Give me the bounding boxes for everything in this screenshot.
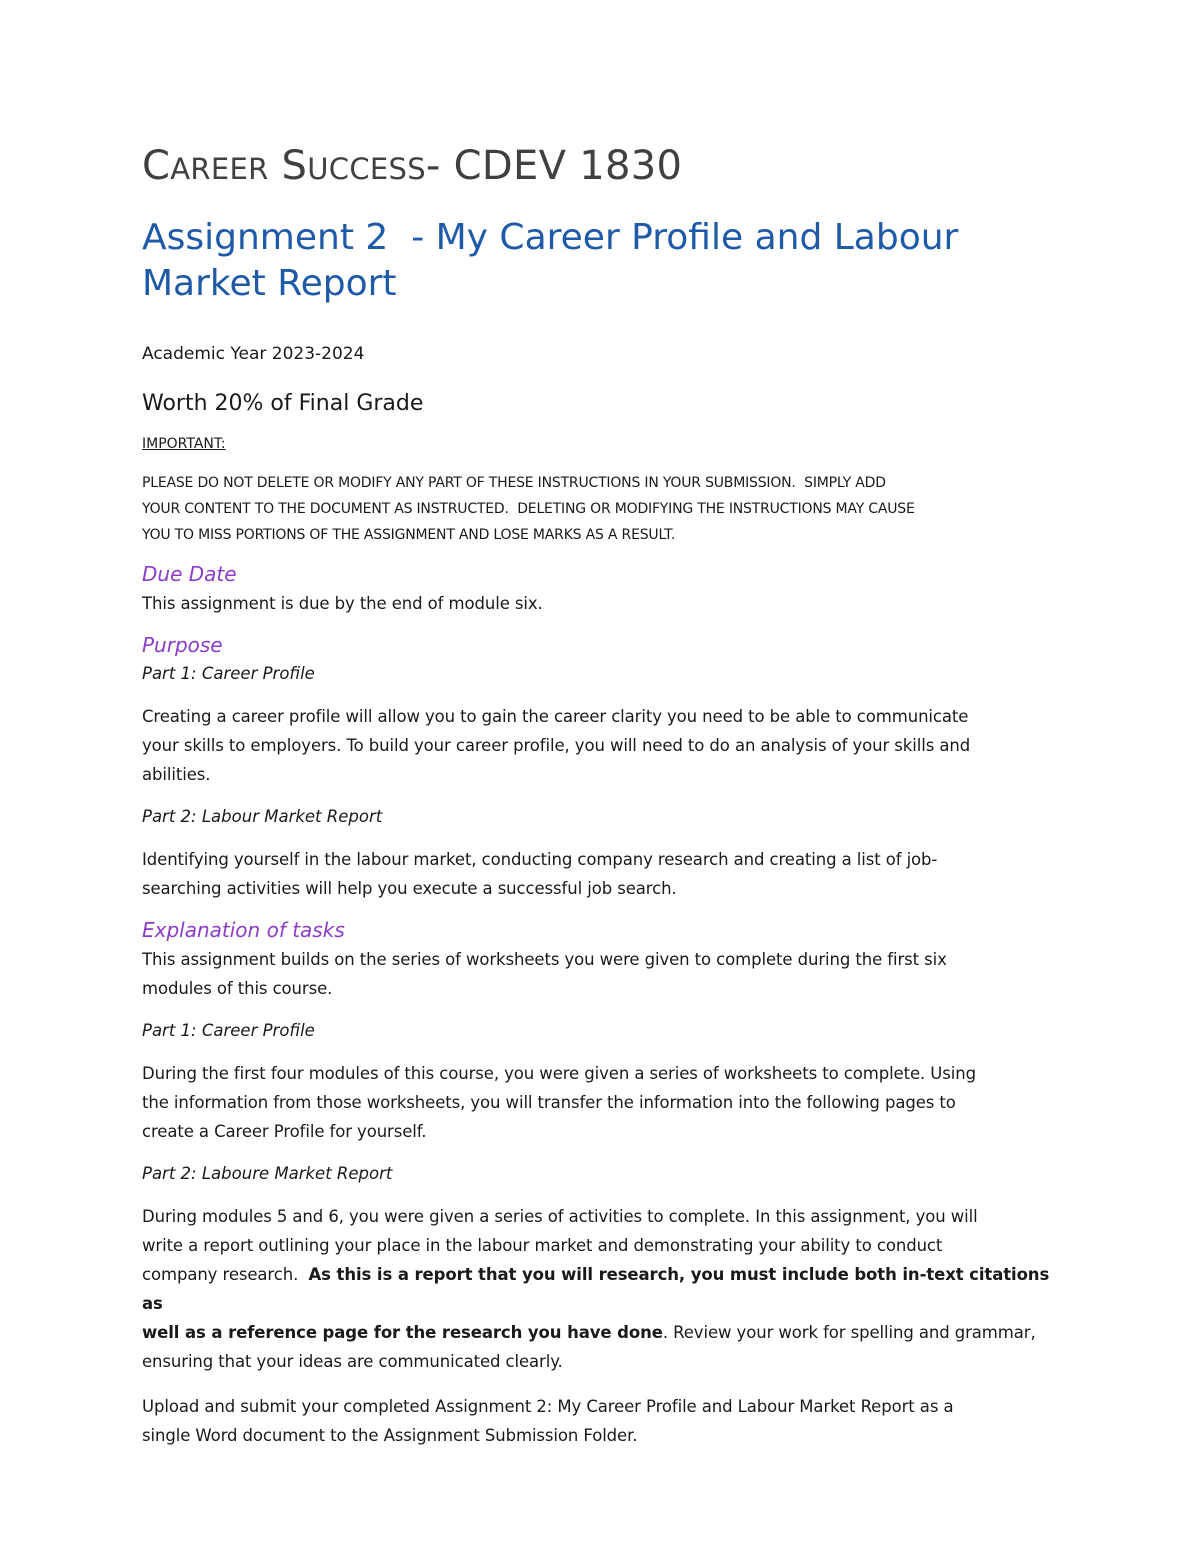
explanation-part2-label: Part 2: Laboure Market Report xyxy=(142,1164,393,1183)
paragraph-line: your skills to employers. To build your career profile, you will need to do an analysis of your skills and xyxy=(142,736,971,755)
course-title-s: S xyxy=(281,143,308,189)
important-line: YOUR CONTENT TO THE DOCUMENT AS INSTRUCTED. DELETING OR MODIFYING THE INSTRUCTIONS MAY CAUSE xyxy=(142,501,915,517)
important-text xyxy=(142,470,1062,548)
assignment-title-line2: Market Report xyxy=(142,263,397,304)
course-title xyxy=(142,138,1062,197)
important-label: IMPORTANT: xyxy=(142,436,226,452)
purpose-part1-paragraph xyxy=(142,702,1062,789)
purpose-part2-label: Part 2: Labour Market Report xyxy=(142,807,383,826)
paragraph-line: abilities. xyxy=(142,765,211,784)
paragraph-text: company research. xyxy=(142,1265,309,1284)
purpose-part2-paragraph xyxy=(142,845,1062,903)
paragraph-line xyxy=(142,1260,1062,1318)
paragraph-line: Identifying yourself in the labour market, conducting company research and creating a list of job- xyxy=(142,850,938,869)
paragraph-text: . Review your work for spelling and grammar, xyxy=(662,1323,1036,1342)
important-line: PLEASE DO NOT DELETE OR MODIFY ANY PART OF THESE INSTRUCTIONS IN YOUR SUBMISSION. SIMPLY ADD xyxy=(142,475,886,491)
academic-year: Academic Year 2023-2024 xyxy=(142,344,365,364)
paragraph-line xyxy=(142,1318,1062,1347)
explanation-part2-paragraph xyxy=(142,1202,1062,1376)
worth-text: Worth 20% of Final Grade xyxy=(142,391,424,416)
due-date-heading: Due Date xyxy=(142,562,237,586)
reference-requirement-bold: well as a reference page for the research you have done xyxy=(142,1323,663,1342)
paragraph-line: the information from those worksheets, you will transfer the information into the following pages to xyxy=(142,1093,956,1112)
paragraph-line: Upload and submit your completed Assignment 2: My Career Profile and Labour Market Report as a xyxy=(142,1397,954,1416)
important-line: YOU TO MISS PORTIONS OF THE ASSIGNMENT AND LOSE MARKS AS A RESULT. xyxy=(142,527,676,543)
paragraph-line: searching activities will help you execute a successful job search. xyxy=(142,879,677,898)
purpose-heading: Purpose xyxy=(142,633,223,657)
document-content xyxy=(142,138,1062,1450)
citation-requirement-bold: As this is a report that you will research, you must include both in-text citations as xyxy=(142,1265,1050,1313)
explanation-part1-label: Part 1: Career Profile xyxy=(142,1021,315,1040)
explanation-part1-paragraph xyxy=(142,1059,1062,1146)
paragraph-line: Creating a career profile will allow you to gain the career clarity you need to be able to communicate xyxy=(142,707,969,726)
paragraph-line: ensuring that your ideas are communicated clearly. xyxy=(142,1352,563,1371)
explanation-paragraph xyxy=(142,945,1062,1003)
explanation-heading: Explanation of tasks xyxy=(142,918,345,942)
paragraph-line: single Word document to the Assignment Submission Folder. xyxy=(142,1426,638,1445)
paragraph-line: During modules 5 and 6, you were given a series of activities to complete. In this assignment, you will xyxy=(142,1207,978,1226)
due-date-text: This assignment is due by the end of module six. xyxy=(142,594,543,613)
course-title-c: C xyxy=(142,143,171,189)
upload-paragraph xyxy=(142,1392,1062,1450)
paragraph-line: create a Career Profile for yourself. xyxy=(142,1122,427,1141)
assignment-title-line1: Assignment 2 - My Career Profile and Labour xyxy=(142,217,959,258)
course-title-uccess: UCCESS xyxy=(307,152,426,186)
purpose-part1-label: Part 1: Career Profile xyxy=(142,664,315,683)
paragraph-line: During the first four modules of this course, you were given a series of worksheets to complete. Using xyxy=(142,1064,976,1083)
paragraph-line: This assignment builds on the series of worksheets you were given to complete during the first six xyxy=(142,950,947,969)
paragraph-line: modules of this course. xyxy=(142,979,333,998)
course-title-code: - CDEV 1830 xyxy=(425,143,683,189)
paragraph-line: write a report outlining your place in the labour market and demonstrating your ability to conduct xyxy=(142,1236,943,1255)
course-title-areer: AREER xyxy=(170,152,269,186)
assignment-title xyxy=(142,215,1062,307)
